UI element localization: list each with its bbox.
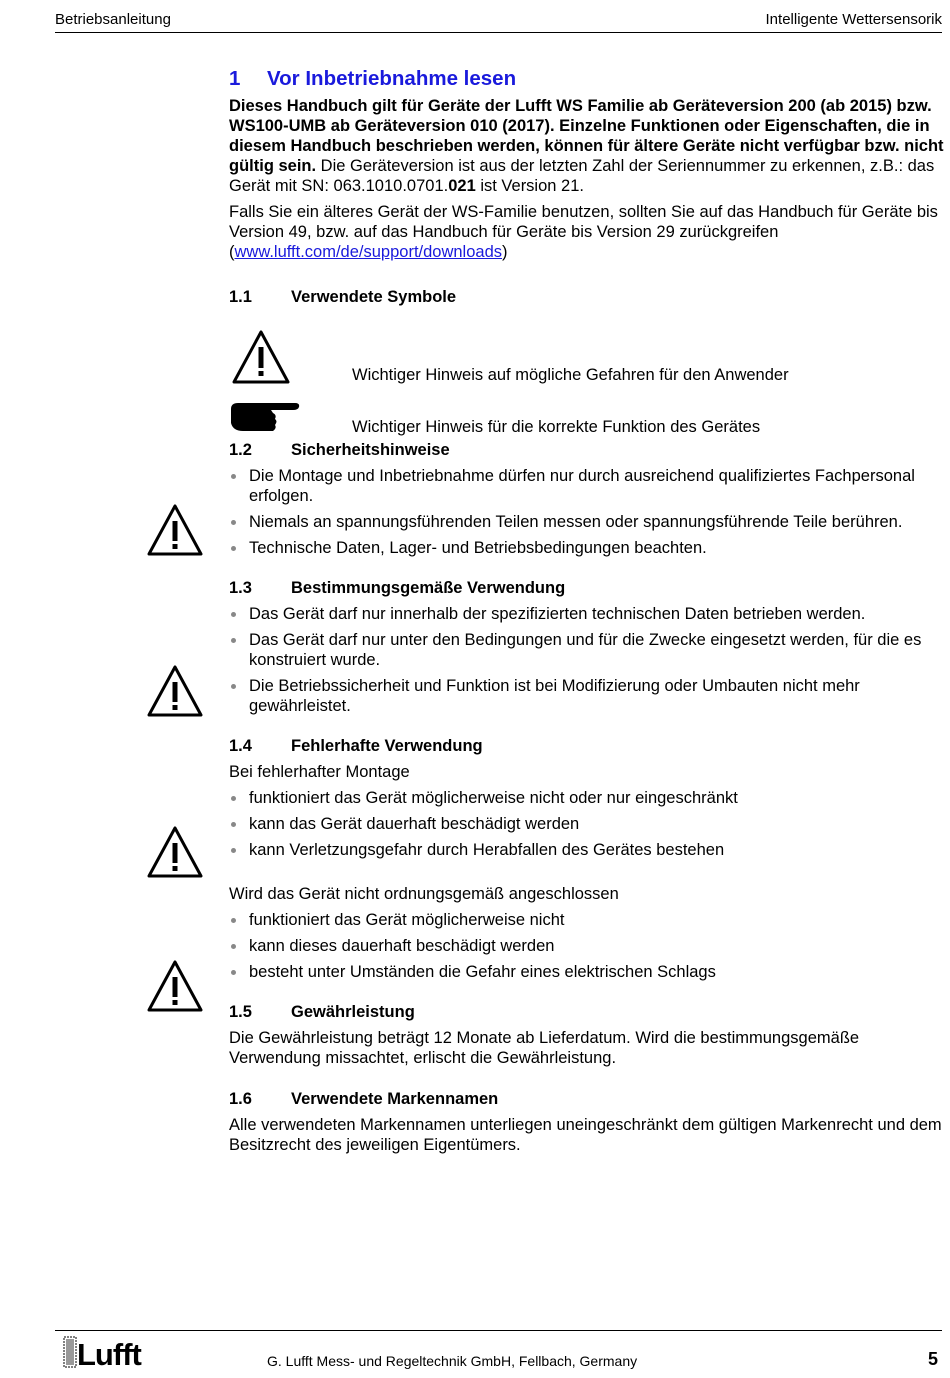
main-content [229, 66, 944, 1155]
warning-triangle-icon [146, 503, 204, 557]
older-devices-paragraph [229, 202, 944, 262]
warning-triangle-icon [146, 959, 204, 1013]
subsection-title: Fehlerhafte Verwendung [291, 737, 483, 755]
older-text-end: ) [502, 243, 508, 261]
intro-paragraph [229, 96, 944, 196]
trademarks-text: Alle verwendeten Markennamen unterliegen uneingeschränkt dem gültigen Markenrecht und dem Besitzrecht des jeweiligen Eigentümers. [229, 1116, 942, 1154]
safety-list [229, 466, 944, 558]
list-item: funktioniert das Gerät möglicherweise nicht oder nur eingeschränkt [229, 788, 944, 808]
warning-triangle-icon [231, 329, 291, 390]
downloads-link[interactable]: www.lufft.com/de/support/downloads [234, 243, 503, 261]
subsection-title: Gewährleistung [291, 1003, 415, 1021]
page-number: 5 [927, 1349, 938, 1369]
subsection-number: 1.6 [229, 1090, 252, 1108]
list-item: Das Gerät darf nur innerhalb der spezifizierten technischen Daten betrieben werden. [229, 604, 944, 624]
list-item: Niemals an spannungsführenden Teilen messen oder spannungsführende Teile berühren. [229, 512, 944, 532]
intended-use-list [229, 604, 944, 716]
subsection-number: 1.1 [229, 288, 252, 306]
company-name: G. Lufft Mess- und Regeltechnik GmbH, Fellbach, Germany [267, 1353, 638, 1369]
header-right: Intelligente Wettersensorik [765, 11, 942, 28]
list-item: funktioniert das Gerät möglicherweise nicht [229, 910, 944, 930]
list-item: Die Betriebssicherheit und Funktion ist bei Modifizierung oder Umbauten nicht mehr gewährleistet. [229, 676, 944, 716]
subsection-title: Verwendete Markennamen [291, 1090, 499, 1108]
older-text: Falls Sie ein älteres Gerät der WS-Familie benutzen, sollten Sie auf das Handbuch für Geräte bis Version 49, bzw. auf das Handbuch für Geräte bis Version 29 zurückgreifen ( [229, 203, 938, 261]
list-item: Das Gerät darf nur unter den Bedingungen und für die Zwecke eingesetzt werden, für die es konstruiert wurde. [229, 630, 944, 670]
symbol-description: Wichtiger Hinweis auf mögliche Gefahren für den Anwender [352, 366, 789, 384]
subsection-heading [229, 287, 944, 307]
pointing-hand-icon [229, 399, 301, 440]
section-title: Vor Inbetriebnahme lesen [267, 67, 517, 90]
warning-triangle-icon [146, 825, 204, 879]
subsection-number: 1.2 [229, 441, 252, 459]
header-left: Betriebsanleitung [55, 11, 171, 28]
section-number: 1 [229, 67, 241, 90]
subsection-heading [229, 736, 944, 756]
list-item: kann das Gerät dauerhaft beschädigt werden [229, 814, 944, 834]
subsection-heading [229, 1002, 944, 1022]
subsection-number: 1.3 [229, 579, 252, 597]
misuse-list [229, 788, 944, 860]
misconnection-intro: Wird das Gerät nicht ordnungsgemäß angeschlossen [229, 885, 619, 903]
list-item: Technische Daten, Lager- und Betriebsbedingungen beachten. [229, 538, 944, 558]
list-item: kann Verletzungsgefahr durch Herabfallen des Gerätes bestehen [229, 840, 944, 860]
symbol-row [229, 399, 944, 447]
intro-bold-text: Dieses Handbuch gilt für Geräte der Lufft WS Familie ab Geräteversion 200 (ab 2015) bzw. WS100-UMB ab Geräteversion 010 (2017). Einzelne Funktionen oder Eigenschaften, die in diesem Handbuch beschrieben werden, können für ältere Geräte nicht verfügbar bzw. nicht gültig sein. [229, 97, 944, 175]
lufft-logo [63, 1335, 155, 1374]
page-header [55, 10, 942, 33]
list-item: kann dieses dauerhaft beschädigt werden [229, 936, 944, 956]
subsection-heading [229, 1089, 944, 1109]
intro-text: Die Geräteversion ist aus der letzten Zahl der Seriennummer zu erkennen, z.B.: das Gerät mit SN: 063.1010.0701. [229, 157, 935, 195]
misuse-intro: Bei fehlerhafter Montage [229, 763, 410, 781]
subsection-heading [229, 578, 944, 598]
list-item: Die Montage und Inbetriebnahme dürfen nur durch ausreichend qualifiziertes Fachpersonal erfolgen. [229, 466, 944, 506]
symbol-description: Wichtiger Hinweis für die korrekte Funktion des Gerätes [352, 418, 761, 436]
warning-triangle-icon [146, 664, 204, 718]
intro-version-digits: 021 [448, 177, 476, 195]
subsection-number: 1.4 [229, 737, 252, 755]
subsection-title: Sicherheitshinweise [291, 441, 450, 459]
page-footer [55, 1330, 942, 1375]
subsection-title: Verwendete Symbole [291, 288, 457, 306]
subsection-title: Bestimmungsgemäße Verwendung [291, 579, 566, 597]
list-item: besteht unter Umständen die Gefahr eines elektrischen Schlags [229, 962, 944, 982]
intro-text-end: ist Version 21. [475, 177, 584, 195]
section-heading [229, 66, 944, 92]
misconnection-list [229, 910, 944, 982]
symbol-row [229, 329, 944, 399]
svg-text:Lufft: Lufft [77, 1337, 141, 1369]
subsection-number: 1.5 [229, 1003, 252, 1021]
warranty-text: Die Gewährleistung beträgt 12 Monate ab Lieferdatum. Wird die bestimmungsgemäße Verwendung missachtet, erlischt die Gewährleistung. [229, 1029, 860, 1067]
